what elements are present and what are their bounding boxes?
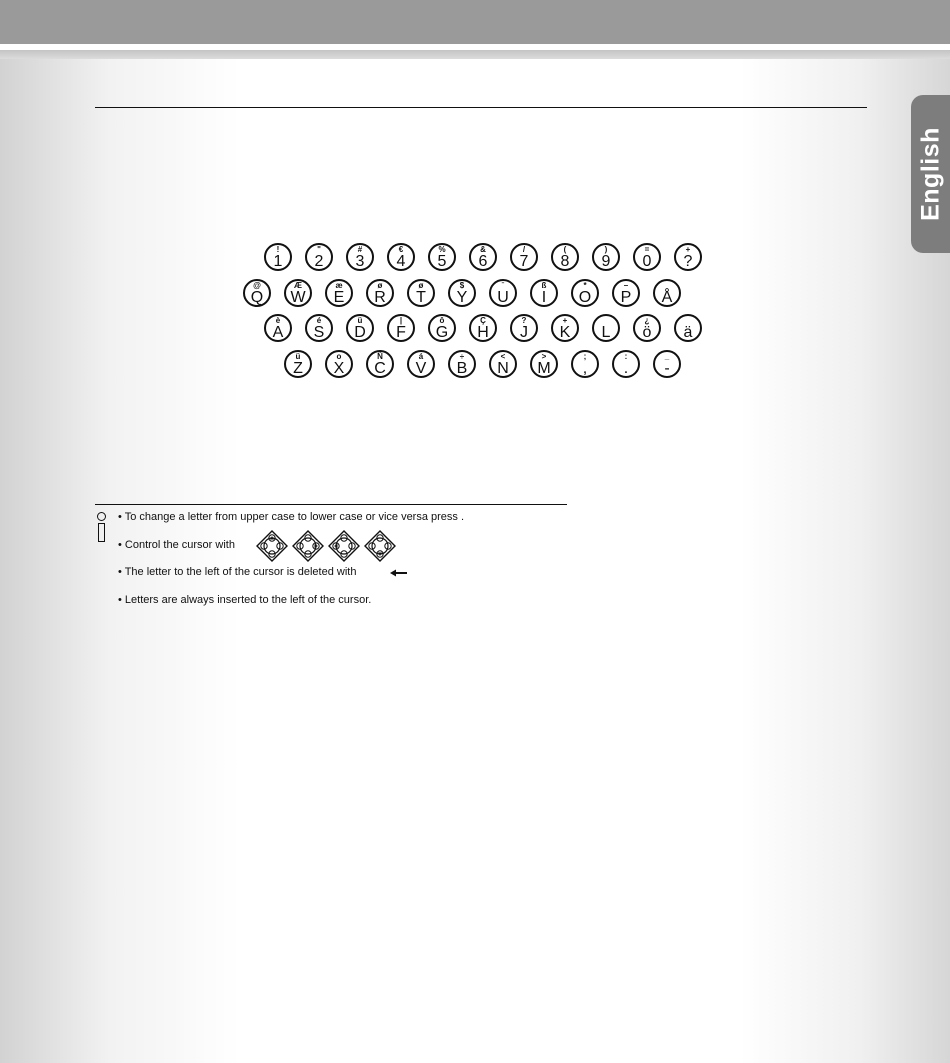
key-secondary-label: (: [563, 245, 567, 254]
key-primary-label: G: [435, 324, 449, 341]
key-3-8: [612, 350, 640, 378]
key-0-8: [592, 243, 620, 271]
top-divider: [95, 107, 867, 108]
note-divider: [95, 504, 567, 505]
key-primary-label: 3: [355, 253, 365, 270]
key-1-4: [407, 279, 435, 307]
key-secondary-label: ): [604, 245, 608, 254]
key-0-5: [469, 243, 497, 271]
key-primary-label: Y: [456, 289, 468, 306]
key-secondary-label: |: [399, 316, 403, 325]
key-secondary-label: +: [562, 316, 568, 325]
key-secondary-label: /: [522, 245, 526, 254]
note-case-toggle: • To change a letter from upper case to lower case or vice versa press .: [118, 511, 465, 523]
key-secondary-label: €: [398, 245, 404, 254]
key-secondary-label: o: [336, 352, 342, 361]
key-primary-label: K: [559, 324, 571, 341]
key-primary-label: -: [664, 360, 670, 377]
key-primary-label: 8: [560, 253, 570, 270]
info-icon: [96, 512, 108, 542]
key-secondary-label: ü: [357, 316, 363, 325]
header-bar: [0, 0, 950, 44]
key-2-10: [674, 314, 702, 342]
key-0-1: [305, 243, 333, 271]
key-3-0: [284, 350, 312, 378]
key-secondary-label: Ç: [480, 316, 486, 325]
key-1-8: [571, 279, 599, 307]
key-primary-label: N: [497, 360, 509, 377]
key-1-1: [284, 279, 312, 307]
key-3-7: [571, 350, 599, 378]
key-secondary-label: ô: [439, 316, 445, 325]
key-1-6: [489, 279, 517, 307]
key-secondary-label: æ: [335, 281, 343, 290]
key-primary-label: Å: [661, 289, 673, 306]
key-primary-label: 7: [519, 253, 529, 270]
header-stripe: [0, 50, 950, 59]
key-0-9: [633, 243, 661, 271]
key-secondary-label: _: [664, 352, 670, 361]
key-0-6: [510, 243, 538, 271]
key-1-0: [243, 279, 271, 307]
key-secondary-label: <: [500, 352, 506, 361]
key-primary-label: C: [374, 360, 386, 377]
keyboard-diagram: [0, 0, 950, 400]
key-primary-label: ö: [642, 324, 652, 341]
key-primary-label: 1: [273, 253, 283, 270]
key-secondary-label: &: [480, 245, 486, 254]
key-secondary-label: ": [317, 245, 321, 254]
key-primary-label: ,: [582, 360, 588, 377]
key-primary-label: H: [477, 324, 489, 341]
key-secondary-label: ˉ: [501, 281, 505, 290]
key-secondary-label: é: [316, 316, 322, 325]
key-3-4: [448, 350, 476, 378]
key-2-2: [346, 314, 374, 342]
key-secondary-label: á: [418, 352, 424, 361]
key-secondary-label: ü: [295, 352, 301, 361]
key-1-2: [325, 279, 353, 307]
key-primary-label: D: [354, 324, 366, 341]
key-secondary-label: >: [541, 352, 547, 361]
key-2-3: [387, 314, 415, 342]
key-2-7: [551, 314, 579, 342]
key-primary-label: F: [396, 324, 406, 341]
key-2-4: [428, 314, 456, 342]
key-0-3: [387, 243, 415, 271]
key-secondary-label: ß: [541, 281, 547, 290]
key-0-2: [346, 243, 374, 271]
key-secondary-label: ¿: [644, 316, 650, 325]
key-1-5: [448, 279, 476, 307]
key-primary-label: O: [578, 289, 592, 306]
key-primary-label: 6: [478, 253, 488, 270]
key-3-2: [366, 350, 394, 378]
key-3-5: [489, 350, 517, 378]
key-secondary-label: ø: [377, 281, 383, 290]
key-secondary-label: ÷: [459, 352, 465, 361]
key-primary-label: L: [601, 324, 611, 341]
key-primary-label: R: [374, 289, 386, 306]
key-secondary-label: Ñ: [377, 352, 383, 361]
key-secondary-label: Æ: [294, 281, 302, 290]
key-primary-label: S: [313, 324, 325, 341]
key-2-0: [264, 314, 292, 342]
note-insert-letter: • Letters are always inserted to the left of the cursor.: [118, 594, 372, 606]
key-primary-label: .: [623, 360, 629, 377]
key-3-6: [530, 350, 558, 378]
key-1-3: [366, 279, 394, 307]
key-primary-label: W: [290, 289, 306, 306]
key-secondary-label: *: [583, 281, 587, 290]
key-primary-label: E: [333, 289, 345, 306]
key-primary-label: Z: [293, 360, 303, 377]
key-secondary-label: ;: [583, 352, 587, 361]
dpad-down-icon: [364, 530, 396, 562]
dpad-left-icon: [328, 530, 360, 562]
key-secondary-label: –: [623, 281, 629, 290]
key-primary-label: U: [497, 289, 509, 306]
key-primary-label: X: [333, 360, 345, 377]
key-1-9: [612, 279, 640, 307]
key-secondary-label: ?: [521, 316, 527, 325]
key-1-7: [530, 279, 558, 307]
key-0-0: [264, 243, 292, 271]
key-3-1: [325, 350, 353, 378]
note-cursor-control: • Control the cursor with: [118, 539, 235, 551]
language-tab: [911, 95, 950, 253]
dpad-right-icon: [292, 530, 324, 562]
key-0-4: [428, 243, 456, 271]
key-0-7: [551, 243, 579, 271]
key-primary-label: 0: [642, 253, 652, 270]
key-secondary-label: =: [644, 245, 650, 254]
key-primary-label: 9: [601, 253, 611, 270]
key-0-10: [674, 243, 702, 271]
key-2-5: [469, 314, 497, 342]
key-primary-label: A: [272, 324, 284, 341]
key-2-6: [510, 314, 538, 342]
key-secondary-label: :: [624, 352, 628, 361]
key-primary-label: I: [541, 289, 547, 306]
key-secondary-label: !: [276, 245, 280, 254]
note-delete-letter: • The letter to the left of the cursor is deleted with: [118, 566, 357, 578]
key-primary-label: V: [415, 360, 427, 377]
language-tab-label: English: [916, 127, 944, 221]
key-primary-label: 4: [396, 253, 406, 270]
key-primary-label: 5: [437, 253, 447, 270]
key-secondary-label: è: [275, 316, 281, 325]
key-primary-label: Q: [250, 289, 264, 306]
key-primary-label: ä: [683, 324, 693, 341]
key-secondary-label: @: [253, 281, 261, 290]
key-3-9: [653, 350, 681, 378]
key-primary-label: T: [416, 289, 426, 306]
key-primary-label: J: [520, 324, 528, 341]
key-secondary-label: %: [438, 245, 446, 254]
key-primary-label: ?: [683, 253, 693, 270]
key-primary-label: 2: [314, 253, 324, 270]
key-1-10: [653, 279, 681, 307]
key-secondary-label: $: [459, 281, 465, 290]
key-secondary-label: ø: [418, 281, 424, 290]
key-primary-label: P: [620, 289, 632, 306]
key-2-9: [633, 314, 661, 342]
key-primary-label: M: [537, 360, 551, 377]
key-3-3: [407, 350, 435, 378]
key-2-8: [592, 314, 620, 342]
key-secondary-label: #: [357, 245, 363, 254]
key-2-1: [305, 314, 333, 342]
key-primary-label: B: [456, 360, 468, 377]
dpad-up-icon: [256, 530, 288, 562]
key-secondary-label: +: [685, 245, 691, 254]
backspace-arrow-icon: [390, 568, 408, 578]
